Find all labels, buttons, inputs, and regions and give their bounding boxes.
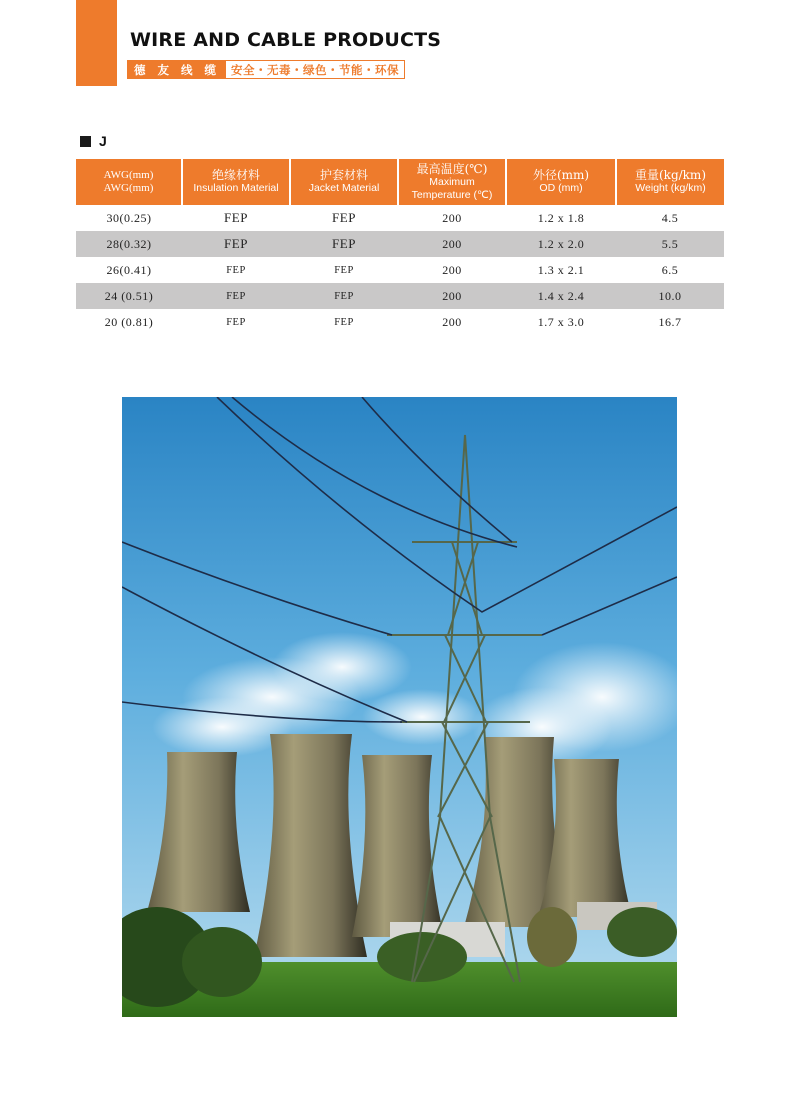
header-max-temp: 最高温度(℃) Maximum Temperature (℃) <box>398 159 506 205</box>
brand-name: 德 友 线 缆 <box>128 61 226 78</box>
table-row: 26(0.41) FEP FEP 200 1.3 x 2.1 6.5 <box>106 262 679 277</box>
section-square-icon <box>80 136 91 147</box>
header-jacket: 护套材料 Jacket Material <box>290 159 398 205</box>
header-awg: AWG(mm) AWG(mm) <box>76 159 182 205</box>
table-row: 24 (0.51) FEP FEP 200 1.4 x 2.4 10.0 <box>76 283 724 309</box>
table-header-row <box>76 159 724 205</box>
brand-slogan: 安全・无毒・绿色・节能・环保 <box>226 61 404 78</box>
header-weight: 重量(kg/km) Weight (kg/km) <box>616 159 724 205</box>
power-plant-photo <box>122 397 677 1017</box>
spec-table <box>76 159 724 335</box>
section-heading <box>80 133 107 149</box>
section-label: J <box>99 133 107 149</box>
brand-bar <box>127 60 405 79</box>
table-row: 20 (0.81) FEP FEP 200 1.7 x 3.0 16.7 <box>104 314 682 329</box>
page-title: WIRE AND CABLE PRODUCTS <box>130 29 442 51</box>
header-od: 外径(mm) OD (mm) <box>506 159 616 205</box>
header-accent-block <box>76 0 117 86</box>
table-row: 28(0.32) FEP FEP 200 1.2 x 2.0 5.5 <box>76 231 724 257</box>
table-row: 30(0.25) FEP FEP 200 1.2 x 1.8 4.5 <box>106 210 679 225</box>
header-insulation: 绝缘材料 Insulation Material <box>182 159 290 205</box>
